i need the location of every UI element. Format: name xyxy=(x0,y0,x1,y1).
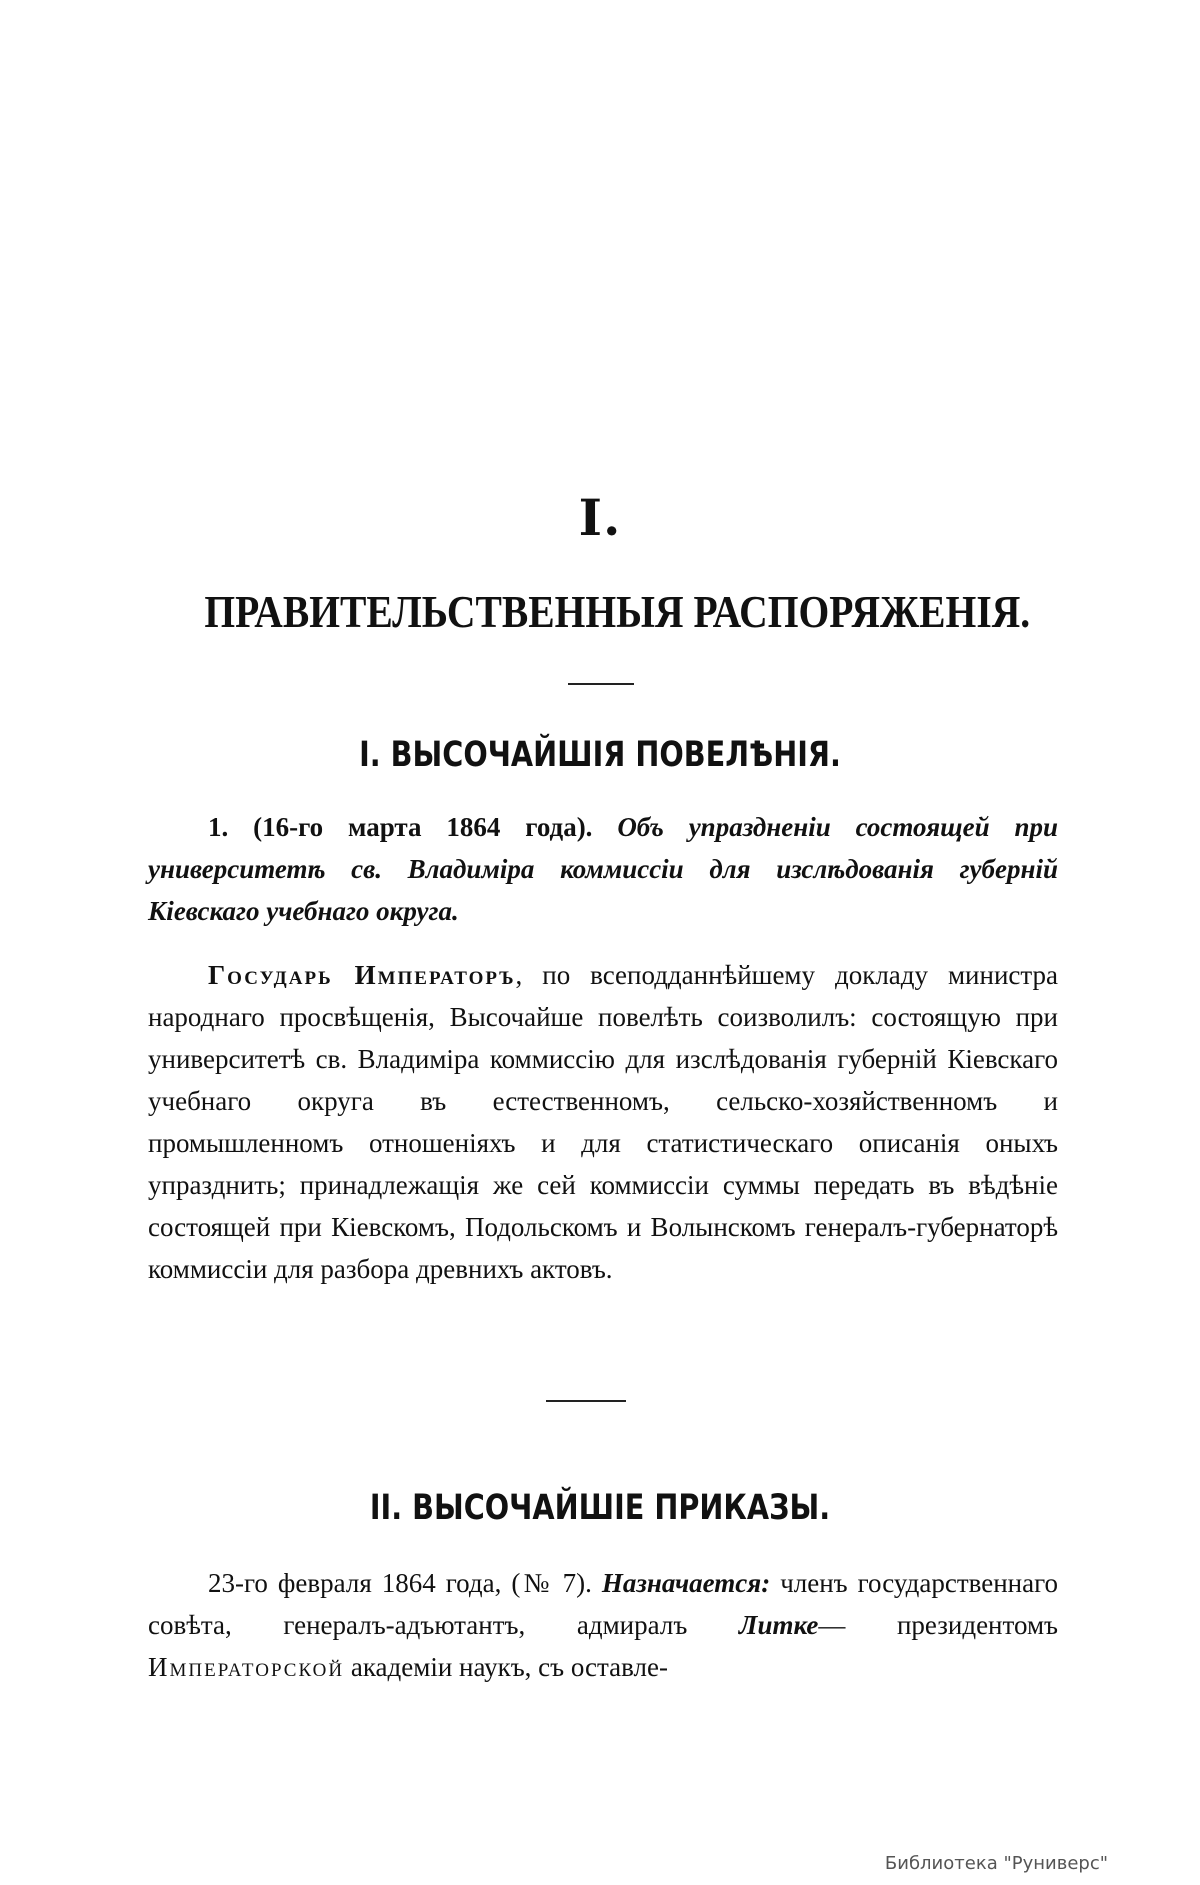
entry-2-label: Назначается: xyxy=(601,1568,771,1598)
section-heading-decrees: I. ВЫСОЧАЙШІЯ ПОВЕЛѢНІЯ. xyxy=(359,735,841,775)
entry-2-text-2: — президентомъ xyxy=(818,1610,1058,1640)
divider-rule xyxy=(568,683,634,685)
sovereign-title: Государь Императоръ xyxy=(208,960,516,990)
entry-2-academy: Императорской xyxy=(148,1652,345,1682)
section-heading-orders: II. ВЫСОЧАЙШІЕ ПРИКАЗЫ. xyxy=(369,1488,831,1528)
entry-1-title xyxy=(148,806,1058,932)
entry-2-name: Литке xyxy=(738,1610,819,1640)
entry-2 xyxy=(148,1562,1058,1688)
entry-1-body xyxy=(148,954,1058,1290)
part-number: I. xyxy=(578,488,622,547)
library-watermark: Библиотека "Руниверс" xyxy=(884,1853,1108,1874)
part-title: ПРАВИТЕЛЬСТВЕННЫЯ РАСПОРЯЖЕНІЯ. xyxy=(204,586,1031,637)
entry-2-prefix: 23-го февраля 1864 года, (№ 7). xyxy=(208,1568,592,1598)
entry-1-body-text: , по всеподданнѣйшему докладу министра народнаго просвѣщенія, Высочайше повелѣть соизволилъ: состоящую при университетѣ св. Владиміра коммиссію для изслѣдованія губерній Кіевскаго учебнаго округа въ естественномъ, сельско-хозяйственномъ и промышленномъ отношеніяхъ и для статистическаго описанія оныхъ упразднить; принадлежащія же сей коммиссіи суммы передать въ вѣдѣніе состоящей при Кіевскомъ, Подольскомъ и Волынскомъ генералъ-губернаторѣ коммиссіи для разбора древнихъ актовъ. xyxy=(148,960,1058,1284)
entry-1-subject: Объ упраздненіи состоящей при университетѣ св. Владиміра коммиссіи для изслѣдованія губерній Кіевскаго учебнаго округа. xyxy=(148,812,1058,926)
entry-2-text-3: академіи наукъ, съ оставле- xyxy=(344,1652,668,1682)
divider-rule xyxy=(546,1400,626,1402)
entry-1-prefix: 1. (16-го марта 1864 года). xyxy=(208,812,593,842)
entry-2-text-1: членъ государственнаго совѣта, генералъ-адъютантъ, адмиралъ xyxy=(148,1568,1058,1640)
